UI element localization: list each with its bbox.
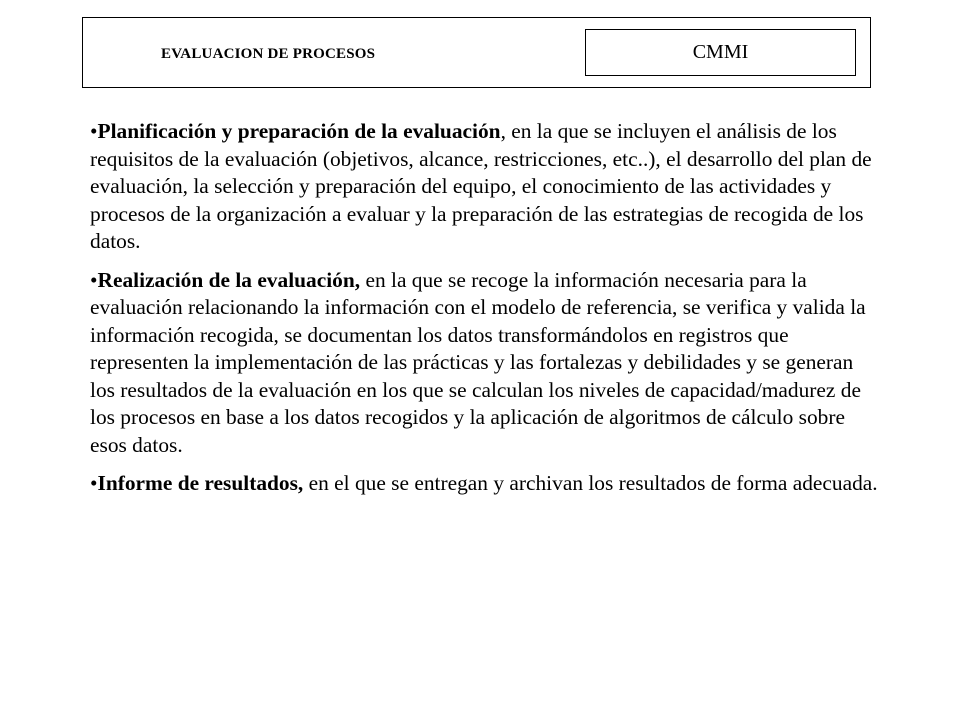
bullet-marker: • xyxy=(90,119,98,143)
bullet-planificacion xyxy=(90,118,880,256)
header-box xyxy=(82,17,871,88)
bullet-text: en el que se entregan y archivan los resultados de forma adecuada. xyxy=(303,471,878,495)
bullet-lead: Realización de la evaluación, xyxy=(97,267,361,292)
bullet-realizacion xyxy=(90,267,880,460)
bullet-text: , en la que se incluyen el análisis de los requisitos de la evaluación (objetivos, alcance, restricciones, etc..), el desarrollo del plan de evaluación, la selección y preparación del equipo, el conocimiento de las actividades y procesos de la organización a evaluar y la preparación de las estrategias de recogida de los datos. xyxy=(90,119,872,253)
bullet-text: en la que se recoge la información necesaria para la evaluación relacionando la información con el modelo de referencia, se verifica y valida la información recogida, se documentan los datos transformándolos en registros que representen la implementación de las prácticas y las fortalezas y debilidades y se generan los resultados de la evaluación en los que se calculan los niveles de capacidad/madurez de los procesos en base a los datos recogidos y la aplicación de algoritmos de cálculo sobre esos datos. xyxy=(90,267,866,457)
bullet-lead: Planificación y preparación de la evaluación xyxy=(97,119,501,143)
bullet-marker: • xyxy=(90,471,98,495)
bullet-informe xyxy=(90,470,880,498)
bullet-marker: • xyxy=(90,267,98,292)
cmmi-label-box: CMMI xyxy=(585,29,856,76)
bullet-lead: Informe de resultados, xyxy=(97,471,304,495)
content-body xyxy=(90,118,880,509)
page-title: EVALUACION DE PROCESOS xyxy=(161,46,376,62)
